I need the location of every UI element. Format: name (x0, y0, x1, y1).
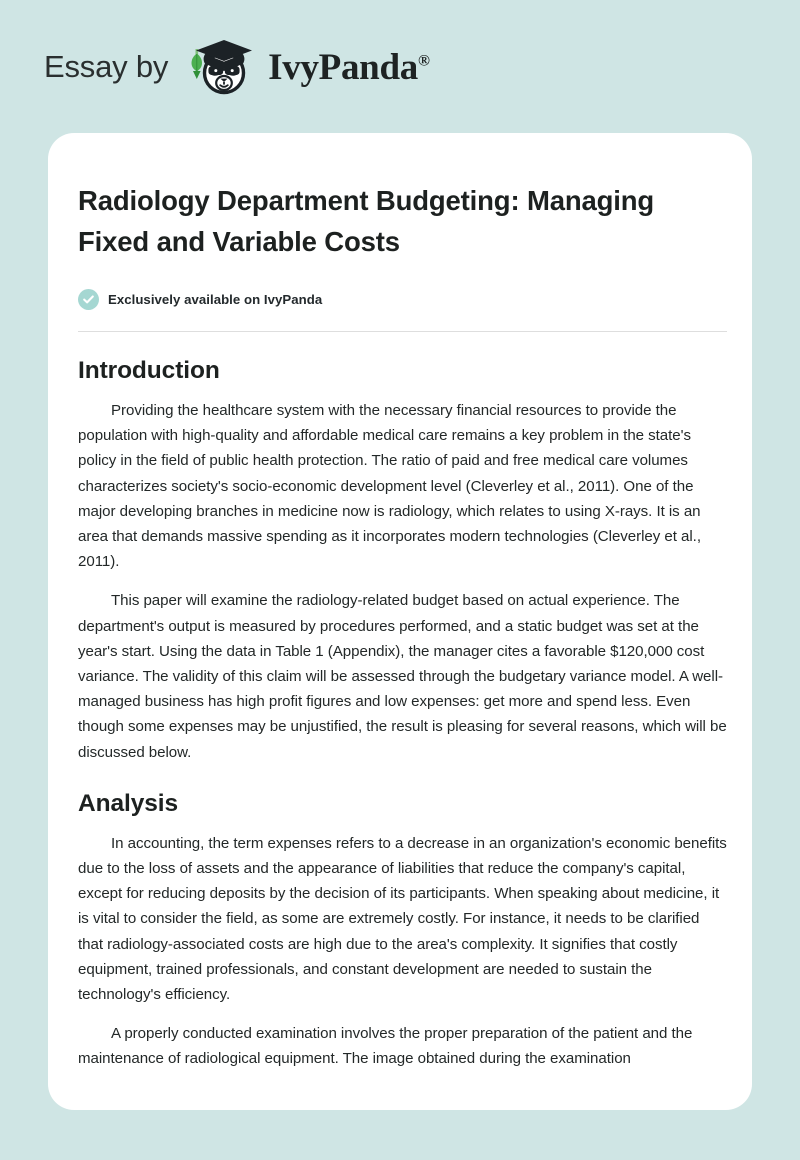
status-badge (78, 289, 728, 310)
check-circle-icon (78, 289, 99, 310)
brand-lockup[interactable] (44, 36, 430, 98)
paragraph: In accounting, the term expenses refers to a decrease in an organization's economic benefits due to the loss of assets and the appearance of liabilities that reduce the company's capital, except for reducing deposits by the decision of its participants. When speaking about medicine, it is vital to consider the field, as some are extremely costly. For instance, it needs to be clarified that radiology-associated costs are high due to the area's complexity. It signifies that costly equipment, trained professionals, and constant development are needed to sustain the technology's efficiency. (78, 834, 727, 1004)
status-badge-label: Exclusively available on IvyPanda (108, 292, 323, 307)
brand-name-text: IvyPanda (268, 47, 418, 88)
site-header (0, 0, 800, 133)
essay-by-label: Essay by (44, 49, 169, 84)
section-heading-analysis: Analysis (78, 789, 178, 817)
section-heading-introduction: Introduction (78, 357, 220, 384)
paragraph: Providing the healthcare system with the necessary financial resources to provide the population with high-quality and affordable medical care remains a key problem in the state's policy in the field of public health protection. The ratio of paid and free medical care volumes characterizes society's socio-economic development level (Cleverley et al., 2011). One of the major developing branches in medicine now is radiology, which relates to using X-rays. It is an area that demands massive spending as it incorporates modern technologies (Cleverley et al., 2011). (78, 402, 701, 571)
header-divider (78, 331, 727, 332)
paragraph: A properly conducted examination involves the proper preparation of the patient and the maintenance of radiological equipment. The image obtained during the examination (78, 1025, 693, 1068)
essay-content (78, 180, 728, 1072)
paragraph: This paper will examine the radiology-related budget based on actual experience. The department's output is measured by procedures performed, and a static budget was set at the year's start. Using the data in Table 1 (Appendix), the manager cites a favorable $120,000 cost variance. The validity of this claim will be assessed through the budgetary variance model. A well-managed business has high profit figures and low expenses: get more and spend less. Even though some expenses may be unjustified, the result is pleasing for several reasons, which will be discussed below. (78, 592, 727, 761)
registered-mark: ® (417, 52, 430, 70)
page-title: Radiology Department Budgeting: Managing Fixed and Variable Costs (78, 185, 655, 257)
panda-graduate-logo-icon (182, 36, 254, 98)
essay-card (48, 133, 752, 1110)
brand-name (268, 49, 429, 86)
